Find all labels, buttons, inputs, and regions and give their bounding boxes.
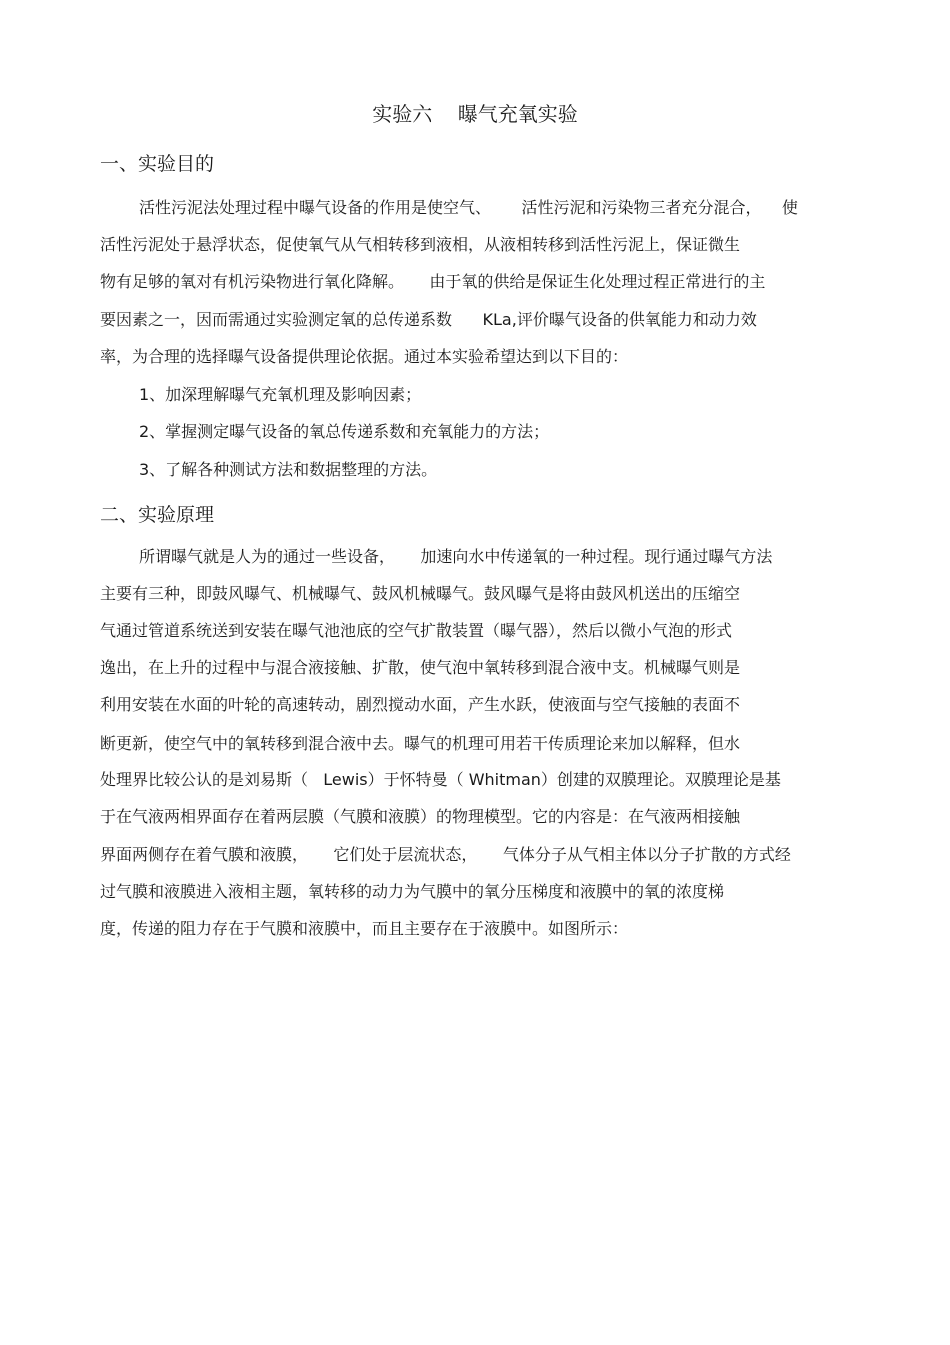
section-heading-purpose: 一、实验目的: [100, 153, 215, 175]
section-heading-principle: 二、实验原理: [100, 504, 215, 526]
paragraph-line: 逸出，在上升的过程中与混合液接触、扩散，使气泡中氧转移到混合液中支。机械曝气则是: [100, 658, 741, 677]
paragraph-line: 度，传递的阻力存在于气膜和液膜中，而且主要存在于液膜中。如图所示：: [100, 919, 629, 938]
list-item: 1、加深理解曝气充氧机理及影响因素；: [139, 385, 422, 404]
paragraph-line: 所谓曝气就是人为的通过一些设备， 加速向水中传递氧的一种过程。现行通过曝气方法: [139, 547, 773, 566]
paragraph-line: 要因素之一，因而需通过实验测定氧的总传递系数 KLa,评价曝气设备的供氧能力和动力效: [100, 310, 757, 329]
paragraph-line: 活性污泥处于悬浮状态，促使氧气从气相转移到液相，从液相转移到活性污泥上，保证微生: [100, 235, 741, 254]
paragraph-line: 处理界比较公认的是刘易斯（ Lewis）于怀特曼（ Whitman）创建的双膜理论。双膜理论是基: [100, 770, 781, 789]
paragraph-line: 活性污泥法处理过程中曝气设备的作用是使空气、 活性污泥和污染物三者充分混合， 使: [139, 198, 798, 217]
paragraph-line: 主要有三种，即鼓风曝气、机械曝气、鼓风机械曝气。鼓风曝气是将由鼓风机送出的压缩空: [100, 584, 741, 603]
paragraph-line: 气通过管道系统送到安装在曝气池池底的空气扩散装置（曝气器），然后以微小气泡的形式: [100, 621, 733, 640]
list-item: 2、掌握测定曝气设备的氧总传递系数和充氧能力的方法；: [139, 422, 550, 441]
paragraph-line: 断更新，使空气中的氧转移到混合液中去。曝气的机理可用若干传质理论来加以解释，但水: [100, 734, 741, 753]
paragraph-line: 于在气液两相界面存在着两层膜（气膜和液膜）的物理模型。它的内容是：在气液两相接触: [100, 807, 741, 826]
list-item: 3、了解各种测试方法和数据整理的方法。: [139, 460, 438, 479]
document-title: 实验六 曝气充氧实验: [372, 102, 578, 126]
paragraph-line: 过气膜和液膜进入液相主题，氧转移的动力为气膜中的氧分压梯度和液膜中的氧的浓度梯: [100, 882, 725, 901]
paragraph-line: 利用安装在水面的叶轮的高速转动，剧烈搅动水面，产生水跃，使液面与空气接触的表面不: [100, 695, 741, 714]
paragraph-line: 界面两侧存在着气膜和液膜， 它们处于层流状态， 气体分子从气相主体以分子扩散的方式经: [100, 845, 791, 864]
paragraph-line: 物有足够的氧对有机污染物进行氧化降解。 由于氧的供给是保证生化处理过程正常进行的主: [100, 272, 766, 291]
paragraph-line: 率，为合理的选择曝气设备提供理论依据。通过本实验希望达到以下目的：: [100, 347, 629, 366]
